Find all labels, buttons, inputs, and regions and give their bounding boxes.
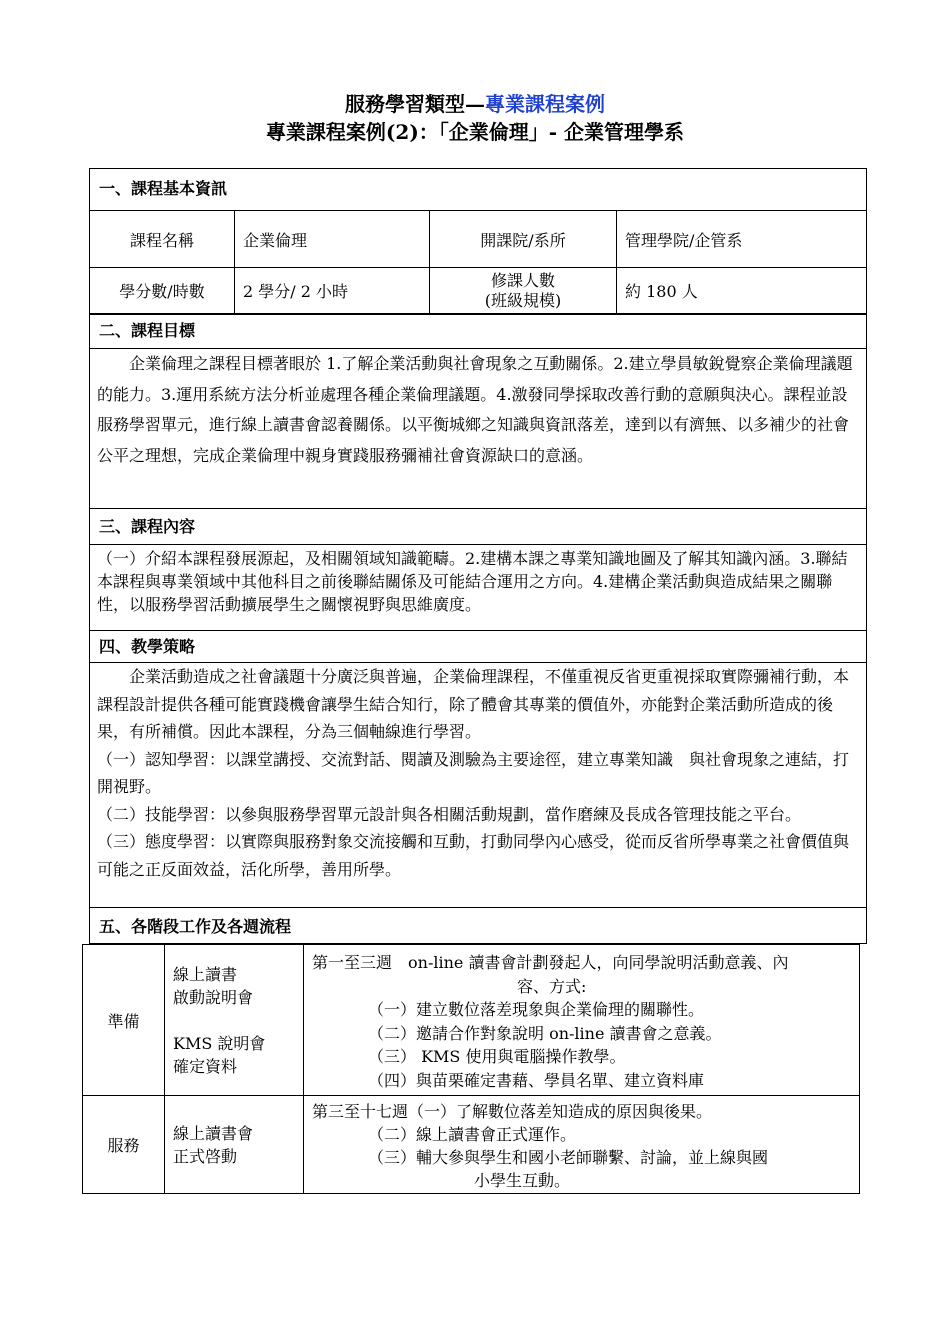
stage-task-line: 啟動說明會 [173, 987, 254, 1007]
enroll-label-line2: (班級規模) [484, 290, 562, 310]
stage-table [82, 944, 860, 1194]
content-text: （一）介紹本課程發展源起，及相關領域知識範疇。2.建構本課之專業知識地圖及了解其知識內涵。3.聯結本課程與專業領域中其他科目之前後聯結關係及可能結合運用之方向。4.建構企業活動與造成結果之關聯性，以服務學習活動擴展學生之關懷視野與思維廣度。 [89, 544, 867, 616]
objectives-text: 企業倫理之課程目標著眼於 1.了解企業活動與社會現象之互動關係。2.建立學員敏銳覺察企業倫理議題的能力。3.運用系統方法分析並處理各種企業倫理議題。4.激發同學採取改善行動的意願與決心。課程並設服務學習單元，進行線上讀書會認養關係。以平衡城鄉之知識與資訊落差，達到以有濟無、以多補少的社會公平之理想，完成企業倫理中親身實踐服務彌補社會資源缺口的意涵。 [89, 348, 867, 471]
title-prefix: 服務學習類型— [345, 92, 485, 116]
stage-detail-item: （四）與苗栗確定書藉、學員名單、建立資料庫 [368, 1070, 705, 1090]
section-heading-strategy: 四、教學策略 [89, 630, 867, 662]
course-name-label: 課程名稱 [90, 211, 235, 268]
stage-name: 準備 [83, 945, 165, 1096]
section-heading-basic-info: 一、課程基本資訊 [99, 179, 228, 198]
stage-task-line: 線上讀書 [173, 964, 238, 984]
stage-name: 服務 [83, 1096, 165, 1194]
enroll-label-line1: 修課人數 [490, 270, 555, 290]
strategy-block [89, 662, 867, 883]
stage-detail-head: 第三至十七週（一）了解數位落差知造成的原因與後果。 [312, 1102, 713, 1121]
dept-value: 管理學院/企管系 [617, 211, 867, 268]
stage-detail-item: （三） KMS 使用與電腦操作教學。 [368, 1047, 626, 1066]
stage-detail-item: （三）輔大參與學生和國小老師聯繫、討論，並上線與國 [368, 1148, 769, 1167]
stage-row [83, 1096, 860, 1194]
stage-tasks [165, 1096, 304, 1194]
strategy-item-cognitive: （一）認知學習：以課堂講授、交流對話、閱讀及測驗為主要途徑，建立專業知識 與社會現象之連結，打開視野。 [97, 749, 850, 796]
stage-details [304, 945, 860, 1096]
stage-tasks [165, 945, 304, 1096]
stage-detail-item: （二）邀請合作對象說明 on-line 讀書會之意義。 [368, 1023, 722, 1043]
page-title-block [0, 90, 950, 146]
section-heading-stages: 五、各階段工作及各週流程 [89, 907, 867, 944]
page-subtitle: 專業課程案例(2)：「企業倫理」- 企業管理學系 [265, 120, 685, 144]
strategy-item-attitude: （三）態度學習：以實際與服務對象交流接觸和互動，打動同學內心感受，從而反省所學專業之社會價值與可能之正反面效益，活化所學，善用所學。 [97, 832, 850, 879]
enroll-label [430, 268, 617, 314]
stage-detail-head-cont: 容、方式: [517, 976, 587, 996]
stage-task-line: 正式啓動 [173, 1146, 238, 1166]
strategy-item-skill: （二）技能學習：以參與服務學習單元設計與各相關活動規劃，當作磨練及長成各管理技能之平台。 [97, 804, 802, 824]
course-name-value: 企業倫理 [235, 211, 430, 268]
stage-detail-item: （一）建立數位落差現象與企業倫理的關聯性。 [368, 1000, 705, 1019]
section-heading-objectives: 二、課程目標 [89, 314, 867, 346]
dept-label: 開課院/系所 [430, 211, 617, 268]
section-heading-content: 三、課程內容 [89, 508, 867, 544]
page-title [0, 90, 950, 118]
stage-detail-head: 第一至三週 on-line 讀書會計劃發起人，向同學說明活動意義、內 [312, 953, 789, 972]
enroll-value: 約 180 人 [617, 268, 867, 314]
credits-label: 學分數/時數 [90, 268, 235, 314]
stage-task-line: 確定資料 [173, 1056, 238, 1076]
stage-task-line: KMS 說明會 [173, 1033, 266, 1053]
stage-detail-item: （二）線上讀書會正式運作。 [368, 1125, 577, 1144]
strategy-intro: 企業活動造成之社會議題十分廣泛與普遍，企業倫理課程，不僅重視反省更重視採取實際彌補行動，本課程設計提供各種可能實踐機會讓學生結合知行，除了體會其專業的價值外，亦能對企業活動所造成的後果，有所補償。因此本課程，分為三個軸線進行學習。 [97, 667, 850, 741]
basic-info-table [89, 210, 867, 314]
stage-details [304, 1096, 860, 1194]
title-highlight: 專業課程案例 [485, 92, 605, 116]
credits-value: 2 學分/ 2 小時 [235, 268, 430, 314]
stage-detail-item: 小學生互動。 [474, 1171, 571, 1190]
stage-row [83, 945, 860, 1096]
stage-task-line: 線上讀書會 [173, 1123, 254, 1143]
